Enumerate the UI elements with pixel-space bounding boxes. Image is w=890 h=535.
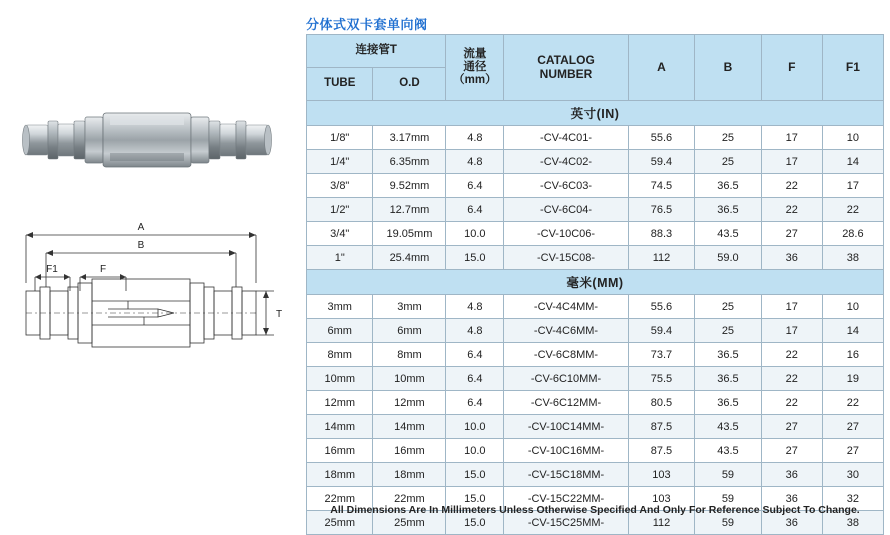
cell-b: 59: [695, 463, 761, 487]
cell-a: 75.5: [628, 367, 694, 391]
cell-tube: 3/8": [307, 174, 373, 198]
cell-flow: 4.8: [446, 126, 504, 150]
cell-f: 27: [761, 415, 822, 439]
table-row: [307, 463, 884, 487]
cell-od: 3mm: [373, 295, 446, 319]
cell-f1: 32: [822, 487, 883, 511]
cell-b: 59: [695, 487, 761, 511]
cell-f1: 28.6: [822, 222, 883, 246]
cell-f: 27: [761, 439, 822, 463]
cell-catalog: -CV-10C06-: [504, 222, 628, 246]
cell-catalog: -CV-6C04-: [504, 198, 628, 222]
cell-catalog: -CV-6C10MM-: [504, 367, 628, 391]
cell-f1: 19: [822, 367, 883, 391]
cell-flow: 6.4: [446, 367, 504, 391]
cell-f1: 38: [822, 511, 883, 535]
cell-f: 17: [761, 295, 822, 319]
cell-f: 17: [761, 150, 822, 174]
dim-label-f1: F1: [46, 264, 58, 275]
cell-a: 112: [628, 246, 694, 270]
header-dim-f: F: [761, 35, 822, 101]
section-label-mm: 毫米(MM): [307, 270, 884, 295]
cell-f1: 14: [822, 319, 883, 343]
cell-flow: 10.0: [446, 439, 504, 463]
cell-b: 36.5: [695, 174, 761, 198]
cell-f: 36: [761, 246, 822, 270]
cell-tube: 3mm: [307, 295, 373, 319]
cell-catalog: -CV-15C22MM-: [504, 487, 628, 511]
cell-od: 25.4mm: [373, 246, 446, 270]
cell-f1: 22: [822, 198, 883, 222]
cell-b: 43.5: [695, 439, 761, 463]
header-dim-a: A: [628, 35, 694, 101]
cell-a: 55.6: [628, 126, 694, 150]
table-row: [307, 415, 884, 439]
cell-flow: 10.0: [446, 222, 504, 246]
dim-label-b: B: [137, 240, 145, 251]
cell-catalog: -CV-6C8MM-: [504, 343, 628, 367]
cell-flow: 15.0: [446, 487, 504, 511]
cell-a: 103: [628, 487, 694, 511]
table-row: [307, 246, 884, 270]
cell-f: 22: [761, 367, 822, 391]
cell-catalog: -CV-4C02-: [504, 150, 628, 174]
cell-a: 59.4: [628, 150, 694, 174]
cell-f1: 16: [822, 343, 883, 367]
dimension-drawing: [8, 205, 293, 395]
cell-tube: 1/4": [307, 150, 373, 174]
cell-a: 59.4: [628, 319, 694, 343]
header-flow-bore: [446, 35, 504, 101]
cell-flow: 6.4: [446, 198, 504, 222]
cell-a: 112: [628, 511, 694, 535]
cell-a: 103: [628, 463, 694, 487]
cell-catalog: -CV-10C14MM-: [504, 415, 628, 439]
cell-f1: 17: [822, 174, 883, 198]
cell-b: 25: [695, 295, 761, 319]
cell-tube: 3/4": [307, 222, 373, 246]
cell-b: 36.5: [695, 198, 761, 222]
cell-od: 16mm: [373, 439, 446, 463]
cell-tube: 25mm: [307, 511, 373, 535]
cell-flow: 10.0: [446, 415, 504, 439]
cell-catalog: -CV-4C4MM-: [504, 295, 628, 319]
section-label-inch: 英寸(IN): [307, 101, 884, 126]
table-row: [307, 150, 884, 174]
cell-f1: 38: [822, 246, 883, 270]
cell-b: 43.5: [695, 415, 761, 439]
cell-b: 59: [695, 511, 761, 535]
cell-flow: 4.8: [446, 295, 504, 319]
cell-flow: 4.8: [446, 319, 504, 343]
cell-f1: 27: [822, 439, 883, 463]
cell-catalog: -CV-15C25MM-: [504, 511, 628, 535]
header-od: O.D: [373, 68, 446, 101]
illustration-column: [0, 0, 300, 534]
cell-od: 25mm: [373, 511, 446, 535]
header-dim-f1: F1: [822, 35, 883, 101]
cell-f1: 30: [822, 463, 883, 487]
page-title: 分体式双卡套单向阀: [306, 17, 428, 32]
cell-tube: 16mm: [307, 439, 373, 463]
cell-b: 25: [695, 150, 761, 174]
cell-flow: 15.0: [446, 511, 504, 535]
cell-f1: 27: [822, 415, 883, 439]
dimension-drawing-graphic: [8, 205, 293, 395]
cell-tube: 6mm: [307, 319, 373, 343]
cell-tube: 1/8": [307, 126, 373, 150]
cell-a: 87.5: [628, 439, 694, 463]
cell-b: 25: [695, 319, 761, 343]
cell-flow: 15.0: [446, 246, 504, 270]
cell-od: 14mm: [373, 415, 446, 439]
cell-od: 10mm: [373, 367, 446, 391]
cell-b: 36.5: [695, 367, 761, 391]
cell-f: 36: [761, 487, 822, 511]
header-flow-line1: 流量: [463, 47, 487, 60]
specification-table: [306, 34, 884, 535]
header-flow-line3: （mm）: [453, 74, 497, 87]
cell-catalog: -CV-15C18MM-: [504, 463, 628, 487]
cell-od: 22mm: [373, 487, 446, 511]
table-row: [307, 174, 884, 198]
cell-f1: 22: [822, 391, 883, 415]
cell-tube: 18mm: [307, 463, 373, 487]
cell-od: 18mm: [373, 463, 446, 487]
cell-f: 36: [761, 463, 822, 487]
cell-flow: 15.0: [446, 463, 504, 487]
cell-f: 22: [761, 198, 822, 222]
cell-tube: 10mm: [307, 367, 373, 391]
dim-label-f: F: [99, 264, 107, 275]
table-row: [307, 367, 884, 391]
dim-label-a: A: [137, 222, 145, 233]
header-catalog-line1: CATALOG: [537, 52, 595, 67]
cell-catalog: -CV-6C12MM-: [504, 391, 628, 415]
cell-b: 36.5: [695, 343, 761, 367]
cell-od: 9.52mm: [373, 174, 446, 198]
cell-catalog: -CV-6C03-: [504, 174, 628, 198]
table-row: [307, 295, 884, 319]
cell-f: 22: [761, 391, 822, 415]
cell-catalog: -CV-4C01-: [504, 126, 628, 150]
table-row: [307, 222, 884, 246]
cell-od: 12mm: [373, 391, 446, 415]
cell-a: 88.3: [628, 222, 694, 246]
cell-f: 22: [761, 174, 822, 198]
header-connect-tube: 连接管T: [307, 35, 446, 68]
section-row-inch: [307, 101, 884, 126]
table-head: [307, 35, 884, 101]
dim-label-t: T: [275, 309, 283, 320]
cell-f: 27: [761, 222, 822, 246]
cell-catalog: -CV-10C16MM-: [504, 439, 628, 463]
cell-od: 3.17mm: [373, 126, 446, 150]
cell-tube: 12mm: [307, 391, 373, 415]
cell-a: 73.7: [628, 343, 694, 367]
cell-f: 22: [761, 343, 822, 367]
cell-b: 43.5: [695, 222, 761, 246]
cell-b: 59.0: [695, 246, 761, 270]
cell-tube: 1/2": [307, 198, 373, 222]
cell-od: 19.05mm: [373, 222, 446, 246]
header-catalog-line2: NUMBER: [539, 66, 593, 81]
footnote: All Dimensions Are In Millimeters Unless Otherwise Specified And Only For Reference Subject To Change.: [330, 504, 860, 516]
cell-f: 17: [761, 126, 822, 150]
cell-f1: 10: [822, 126, 883, 150]
cell-a: 87.5: [628, 415, 694, 439]
table-row: [307, 391, 884, 415]
cell-f1: 14: [822, 150, 883, 174]
table-row: [307, 126, 884, 150]
cell-f1: 10: [822, 295, 883, 319]
header-catalog-number: [504, 35, 628, 101]
check-valve-photo-graphic: [18, 95, 280, 185]
table-body: [307, 101, 884, 535]
cell-od: 8mm: [373, 343, 446, 367]
cell-a: 80.5: [628, 391, 694, 415]
cell-tube: 14mm: [307, 415, 373, 439]
header-flow-line2: 通径: [463, 60, 487, 73]
cell-f: 36: [761, 511, 822, 535]
cell-f: 17: [761, 319, 822, 343]
header-dim-b: B: [695, 35, 761, 101]
table-row: [307, 198, 884, 222]
cell-od: 12.7mm: [373, 198, 446, 222]
cell-a: 76.5: [628, 198, 694, 222]
cell-flow: 4.8: [446, 150, 504, 174]
cell-tube: 1": [307, 246, 373, 270]
cell-a: 55.6: [628, 295, 694, 319]
cell-flow: 6.4: [446, 391, 504, 415]
cell-tube: 22mm: [307, 487, 373, 511]
cell-od: 6.35mm: [373, 150, 446, 174]
spec-table-column: [302, 0, 890, 534]
section-row-mm: [307, 270, 884, 295]
table-row: [307, 439, 884, 463]
table-row: [307, 319, 884, 343]
header-tube: TUBE: [307, 68, 373, 101]
cell-flow: 6.4: [446, 343, 504, 367]
cell-catalog: -CV-4C6MM-: [504, 319, 628, 343]
cell-od: 6mm: [373, 319, 446, 343]
header-row-1: [307, 35, 884, 68]
cell-b: 36.5: [695, 391, 761, 415]
cell-a: 74.5: [628, 174, 694, 198]
product-photo: [18, 95, 280, 185]
cell-catalog: -CV-15C08-: [504, 246, 628, 270]
cell-tube: 8mm: [307, 343, 373, 367]
cell-flow: 6.4: [446, 174, 504, 198]
cell-b: 25: [695, 126, 761, 150]
table-row: [307, 343, 884, 367]
